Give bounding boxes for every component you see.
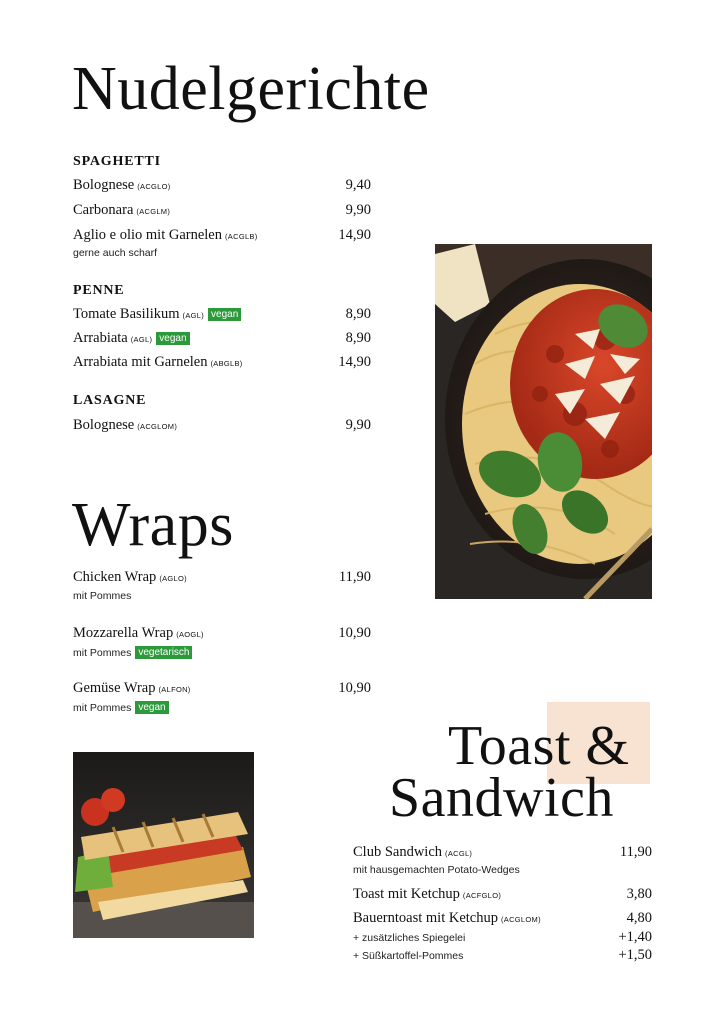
item-price: 4,80 [626, 910, 652, 926]
allergen-code: (ALFON) [158, 685, 191, 694]
menu-item-club-sandwich [353, 844, 652, 861]
menu-item-lasagne-bolognese [73, 417, 371, 434]
item-name: Tomate Basilikum [73, 306, 180, 322]
menu-item-arrabiata-garnelen [73, 354, 371, 371]
extra-spiegelei [353, 929, 652, 946]
item-price: 8,90 [345, 306, 371, 322]
item-note: mit Pommes vegan [73, 701, 169, 714]
item-note: mit Pommes vegetarisch [73, 646, 192, 659]
category-lasagne: LASAGNE [73, 393, 147, 408]
menu-item-chicken-wrap [73, 569, 371, 586]
category-penne: PENNE [73, 283, 125, 298]
item-note: gerne auch scharf [73, 247, 158, 259]
menu-item-toast-ketchup [353, 886, 652, 903]
menu-item-carbonara [73, 202, 371, 219]
allergen-code: (AGL) [182, 311, 205, 320]
allergen-code: (ACFGLO) [462, 891, 502, 900]
allergen-code: (ACGLOM) [137, 422, 178, 431]
section-title-toast-line2: Sandwich [389, 767, 614, 829]
item-name: Bauerntoast mit Ketchup [353, 910, 498, 926]
vegan-badge: vegan [156, 332, 189, 345]
item-price: 11,90 [338, 569, 371, 585]
allergen-code: (ACGL) [445, 849, 473, 858]
item-name: Bolognese [73, 177, 135, 193]
item-price: 8,90 [345, 330, 371, 346]
item-name: Arrabiata [73, 330, 128, 346]
allergen-code: (ACGLOM) [500, 915, 541, 924]
sandwich-photo [73, 752, 254, 938]
item-name: Mozzarella Wrap [73, 625, 174, 641]
item-name: Gemüse Wrap [73, 680, 156, 696]
item-price: 9,40 [345, 177, 371, 193]
extra-price: +1,50 [618, 947, 652, 963]
item-name: Arrabiata mit Garnelen [73, 354, 208, 370]
item-price: 14,90 [338, 227, 371, 243]
vegan-badge: vegan [135, 701, 168, 714]
menu-item-mozzarella-wrap [73, 625, 371, 642]
allergen-code: (ACGLO) [137, 182, 171, 191]
item-price: 11,90 [619, 844, 652, 860]
item-price: 9,90 [345, 417, 371, 433]
item-price: 10,90 [338, 680, 371, 696]
allergen-code: (AGL) [130, 335, 153, 344]
item-name: Club Sandwich [353, 844, 443, 860]
item-name: Aglio e olio mit Garnelen [73, 227, 222, 243]
allergen-code: (AGLO) [159, 574, 187, 583]
item-price: 3,80 [626, 886, 652, 902]
section-title-nudelgerichte: Nudelgerichte [72, 55, 430, 123]
item-name: Bolognese [73, 417, 135, 433]
allergen-code: (ACGLB) [225, 232, 258, 241]
item-name: Chicken Wrap [73, 569, 157, 585]
section-title-wraps: Wraps [72, 491, 234, 559]
allergen-code: (ACGLM) [136, 207, 171, 216]
extra-suesskartoffel [353, 947, 652, 964]
vegetarian-badge: vegetarisch [135, 646, 192, 659]
spaghetti-photo [435, 244, 652, 599]
vegan-badge: vegan [208, 308, 241, 321]
extra-label: + Süßkartoffel-Pommes [353, 950, 464, 962]
menu-item-tomate-basilikum [73, 306, 371, 323]
item-note: mit Pommes [73, 590, 132, 602]
item-price: 14,90 [338, 354, 371, 370]
menu-item-spaghetti-bolognese [73, 177, 371, 194]
allergen-code: (AOGL) [176, 630, 204, 639]
category-spaghetti: SPAGHETTI [73, 154, 161, 169]
item-name: Carbonara [73, 202, 134, 218]
item-note: mit hausgemachten Potato-Wedges [353, 864, 520, 876]
menu-item-gemuese-wrap [73, 680, 371, 697]
extra-price: +1,40 [618, 929, 652, 945]
menu-item-arrabiata [73, 330, 371, 347]
menu-item-aglio-olio [73, 227, 371, 244]
menu-item-bauerntoast [353, 910, 652, 927]
item-price: 9,90 [345, 202, 371, 218]
allergen-code: (ABGLB) [210, 359, 243, 368]
extra-label: + zusätzliches Spiegelei [353, 932, 466, 944]
item-price: 10,90 [338, 625, 371, 641]
item-name: Toast mit Ketchup [353, 886, 460, 902]
section-title-toast-line1: Toast & [448, 715, 630, 777]
